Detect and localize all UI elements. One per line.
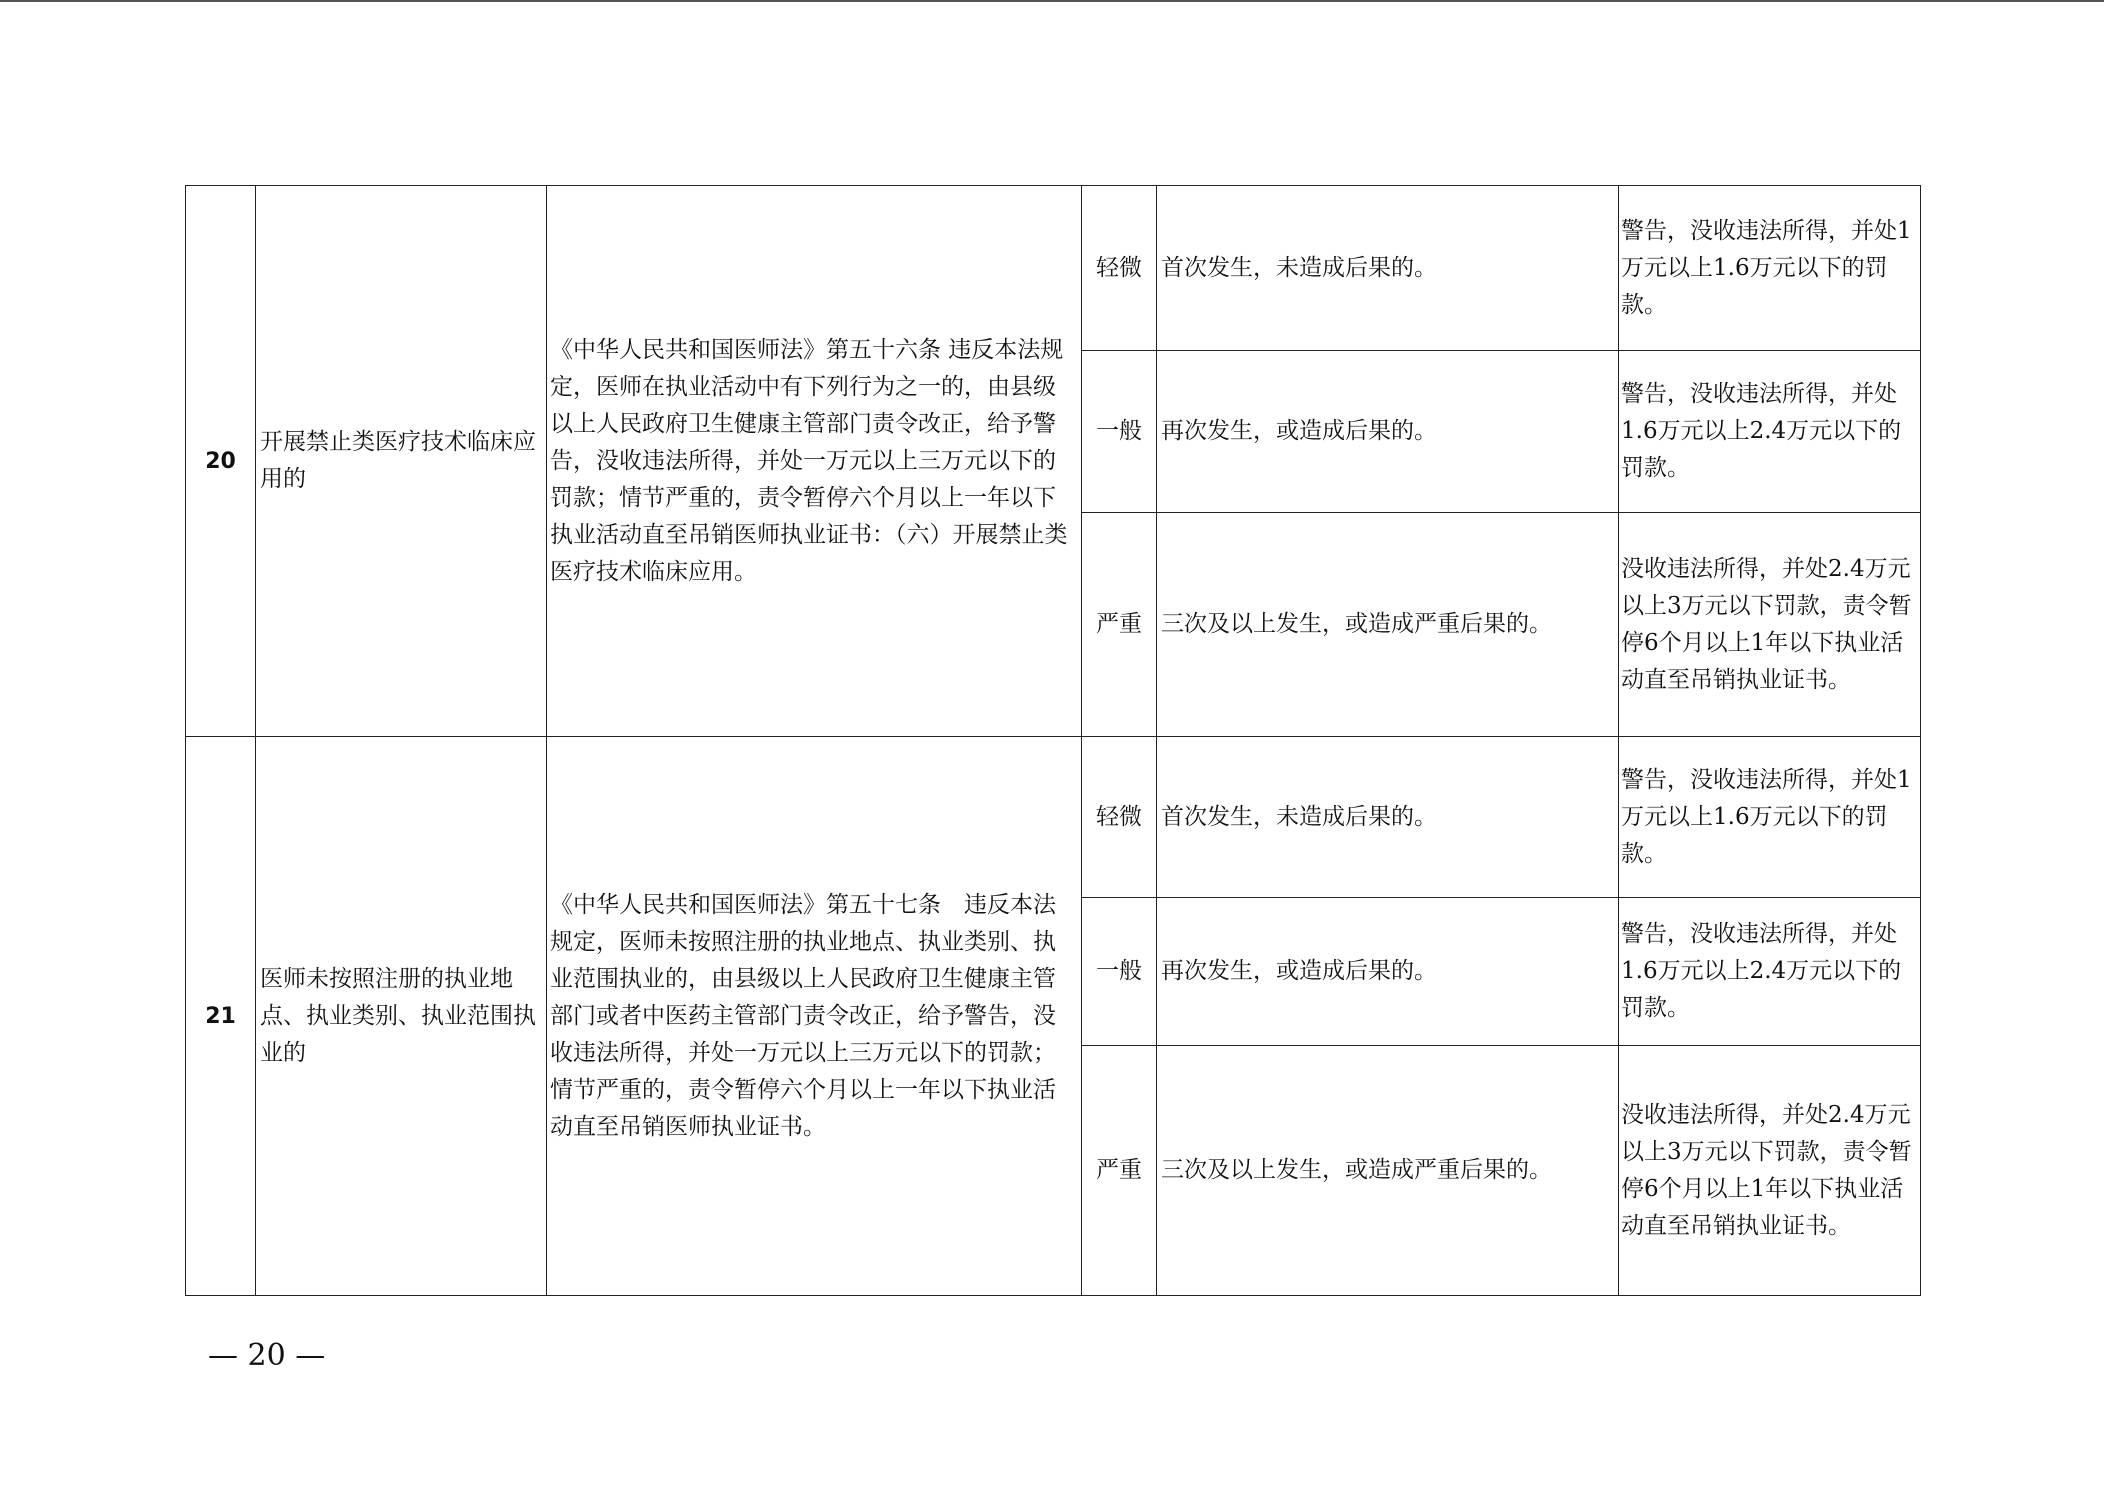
violation-description: 医师未按照注册的执业地点、执业类别、执业范围执业的	[256, 737, 547, 1296]
severity-level: 严重	[1082, 513, 1157, 737]
top-border-line	[0, 0, 2104, 2]
severity-level: 严重	[1082, 1046, 1157, 1296]
penalty-standard: 警告，没收违法所得，并处1万元以上1.6万元以下的罚款。	[1619, 737, 1921, 898]
table-row	[186, 737, 1921, 898]
circumstance: 首次发生，未造成后果的。	[1157, 186, 1619, 351]
circumstance: 再次发生，或造成后果的。	[1157, 898, 1619, 1046]
circumstance: 三次及以上发生，或造成严重后果的。	[1157, 1046, 1619, 1296]
penalty-discretion-table	[185, 185, 1921, 1296]
penalty-standard: 警告，没收违法所得，并处1.6万元以上2.4万元以下的罚款。	[1619, 351, 1921, 513]
penalty-standard: 警告，没收违法所得，并处1万元以上1.6万元以下的罚款。	[1619, 186, 1921, 351]
severity-level: 轻微	[1082, 737, 1157, 898]
table-row	[186, 186, 1921, 351]
severity-level: 一般	[1082, 898, 1157, 1046]
violation-description: 开展禁止类医疗技术临床应用的	[256, 186, 547, 737]
row-number: 21	[186, 737, 256, 1296]
penalty-standard: 没收违法所得，并处2.4万元以上3万元以下罚款，责令暂停6个月以上1年以下执业活动直至吊销执业证书。	[1619, 513, 1921, 737]
circumstance: 三次及以上发生，或造成严重后果的。	[1157, 513, 1619, 737]
row-number: 20	[186, 186, 256, 737]
page-number: — 20 —	[208, 1338, 326, 1373]
severity-level: 一般	[1082, 351, 1157, 513]
severity-level: 轻微	[1082, 186, 1157, 351]
legal-basis: 《中华人民共和国医师法》第五十六条 违反本法规定，医师在执业活动中有下列行为之一的，由县级以上人民政府卫生健康主管部门责令改正，给予警告，没收违法所得，并处一万元以上三万元以下的罚款；情节严重的，责令暂停六个月以上一年以下执业活动直至吊销医师执业证书：（六）开展禁止类医疗技术临床应用。	[547, 186, 1082, 737]
circumstance: 首次发生，未造成后果的。	[1157, 737, 1619, 898]
legal-basis: 《中华人民共和国医师法》第五十七条 违反本法规定，医师未按照注册的执业地点、执业类别、执业范围执业的，由县级以上人民政府卫生健康主管部门或者中医药主管部门责令改正，给予警告，没收违法所得，并处一万元以上三万元以下的罚款；情节严重的，责令暂停六个月以上一年以下执业活动直至吊销医师执业证书。	[547, 737, 1082, 1296]
penalty-standard: 警告，没收违法所得，并处1.6万元以上2.4万元以下的罚款。	[1619, 898, 1921, 1046]
penalty-standard: 没收违法所得，并处2.4万元以上3万元以下罚款，责令暂停6个月以上1年以下执业活动直至吊销执业证书。	[1619, 1046, 1921, 1296]
circumstance: 再次发生，或造成后果的。	[1157, 351, 1619, 513]
